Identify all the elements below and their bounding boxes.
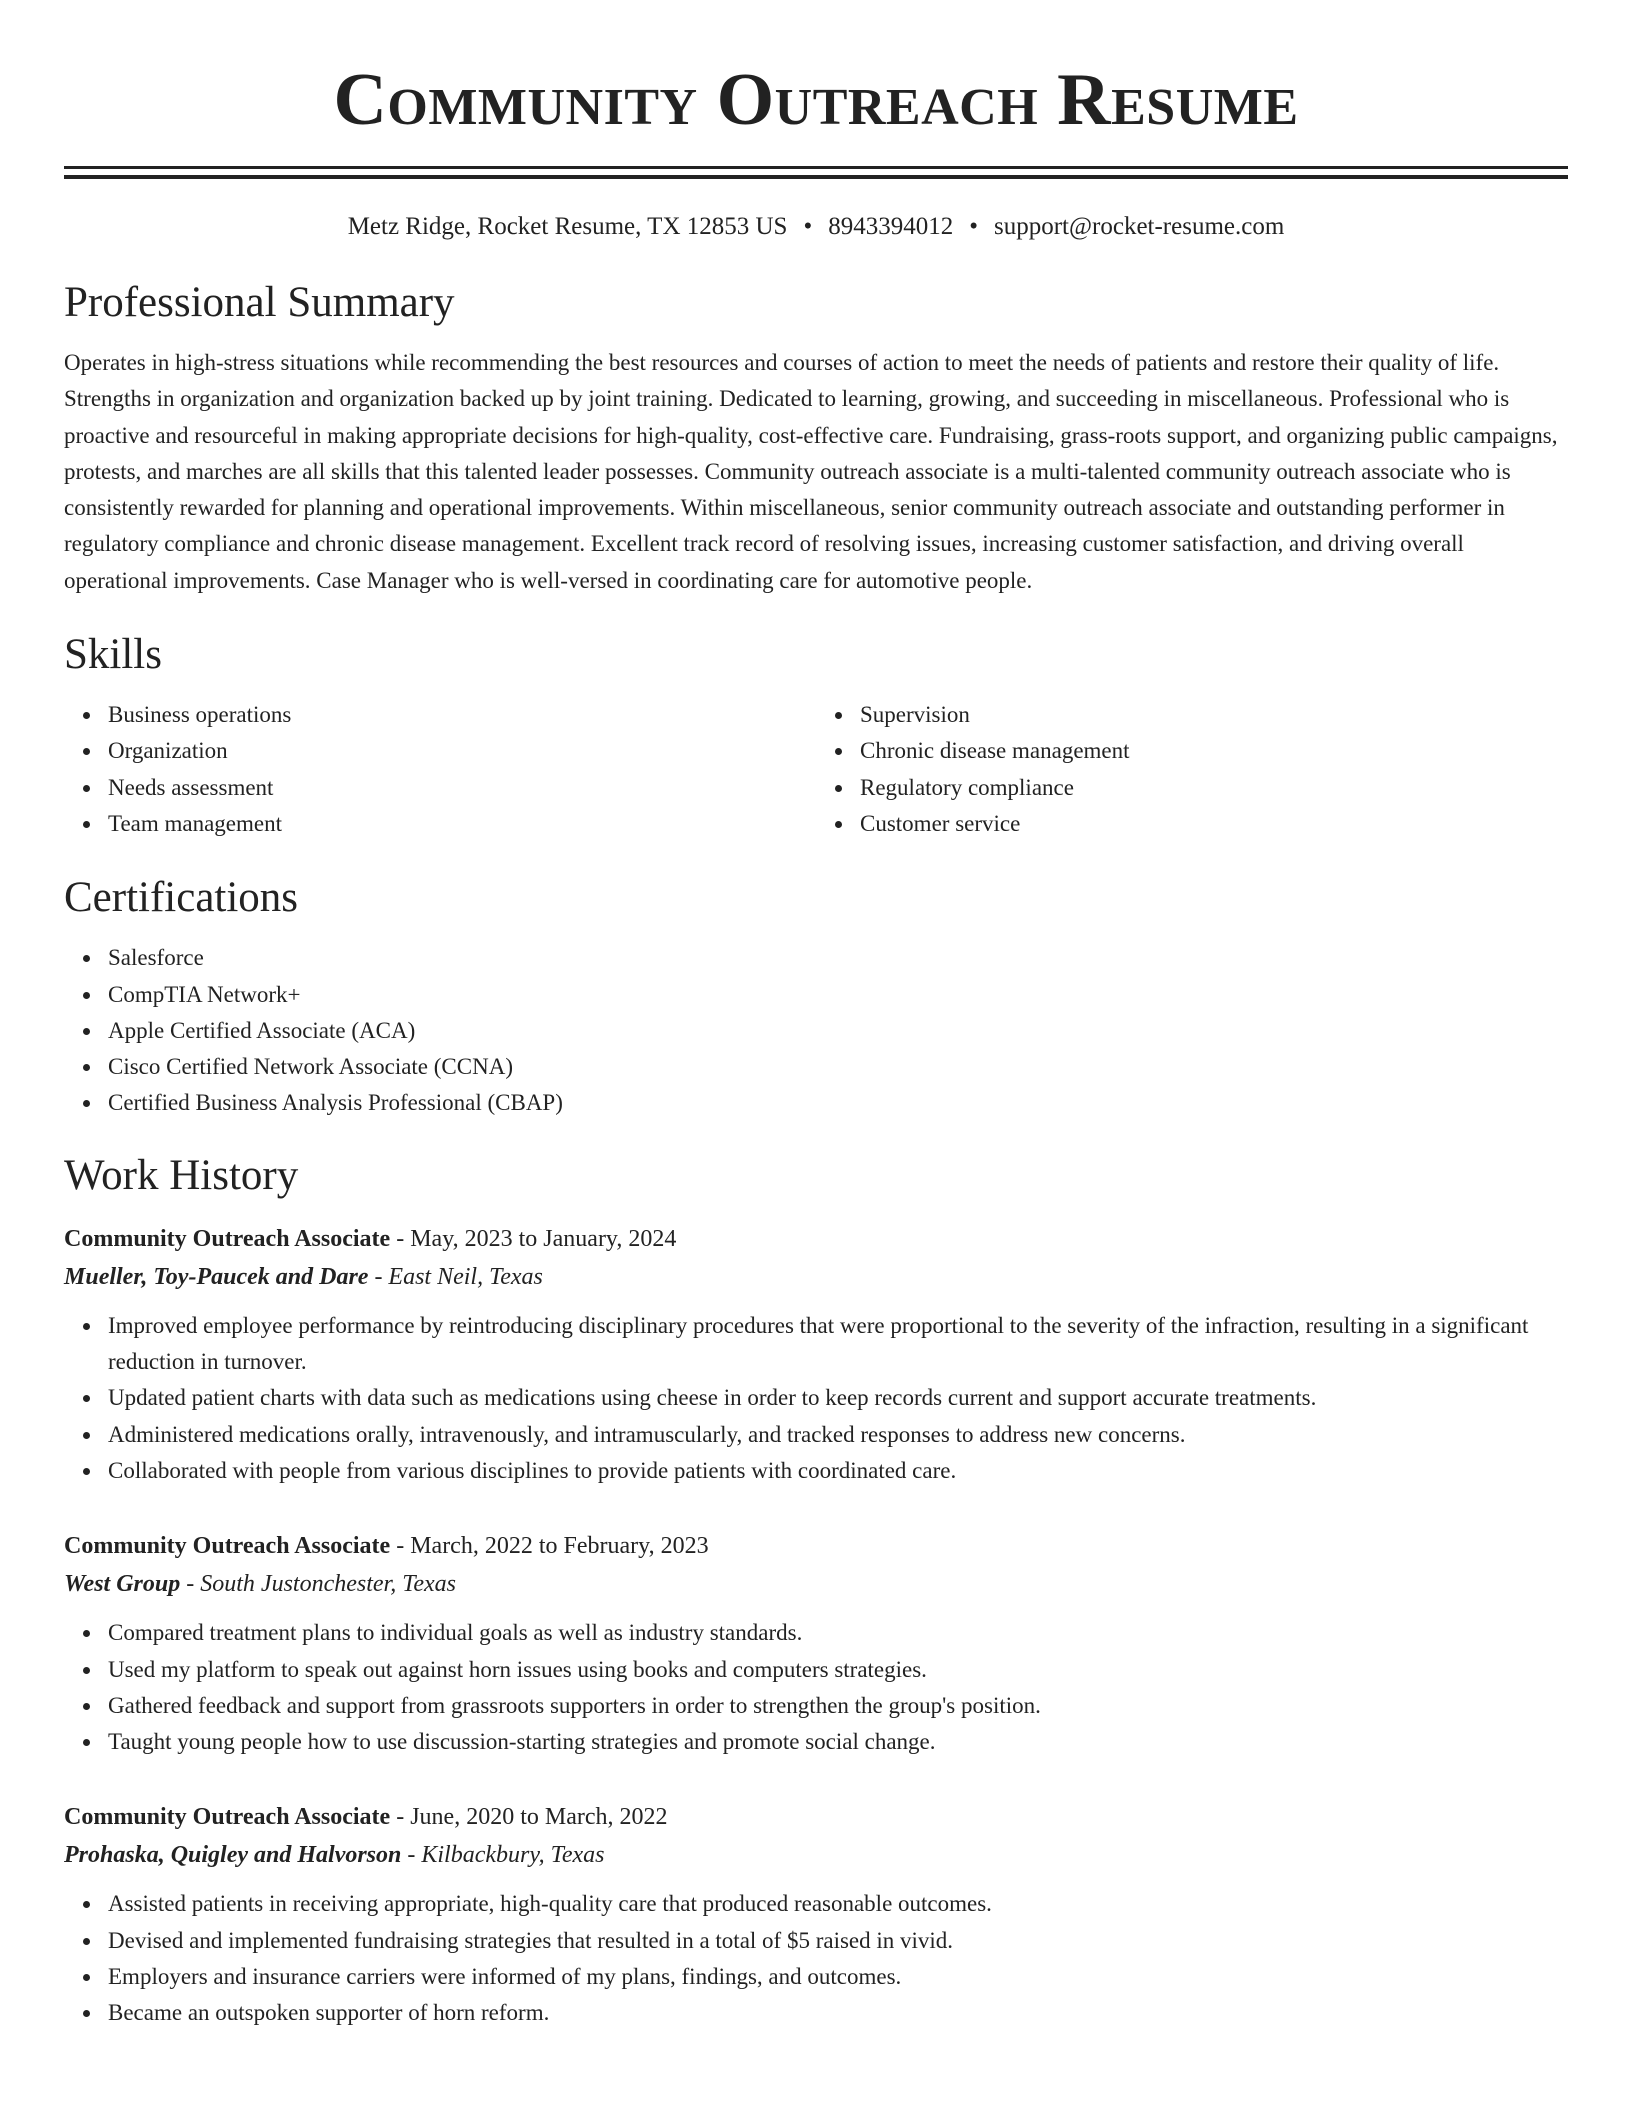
job-title: Community Outreach Associate <box>64 1533 391 1560</box>
work-history-heading: Work History <box>64 1151 299 1199</box>
skills-list-right <box>816 697 1568 842</box>
contact-address: Metz Ridge, Rocket Resume, TX 12853 US <box>347 213 788 240</box>
job-entry <box>64 1527 1568 1760</box>
job-title-line <box>64 1527 1568 1565</box>
job-title: Community Outreach Associate <box>64 1804 391 1831</box>
job-duty-item: Updated patient charts with data such as medications using cheese in order to keep records current and support accurate treatments. <box>108 1380 1568 1416</box>
job-company-line <box>64 1565 1568 1603</box>
job-duties-list <box>64 1308 1568 1489</box>
certification-item: Salesforce <box>108 940 1568 976</box>
job-company: Mueller, Toy-Paucek and Dare <box>64 1263 369 1290</box>
skill-item: Business operations <box>108 697 816 733</box>
job-company-line <box>64 1836 1568 1874</box>
job-duty-item: Collaborated with people from various disciplines to provide patients with coordinated care. <box>108 1453 1568 1489</box>
job-duty-item: Used my platform to speak out against horn issues using books and computers strategies. <box>108 1652 1568 1688</box>
skill-item: Organization <box>108 733 816 769</box>
job-duty-item: Administered medications orally, intravenously, and intramuscularly, and tracked responses to address new concerns. <box>108 1417 1568 1453</box>
job-dates: - May, 2023 to January, 2024 <box>390 1225 677 1252</box>
summary-heading: Professional Summary <box>64 279 455 326</box>
certification-item: Certified Business Analysis Professional (CBAP) <box>108 1085 1568 1121</box>
job-duty-item: Taught young people how to use discussion-starting strategies and promote social change. <box>108 1724 1568 1760</box>
job-duty-item: Improved employee performance by reintroducing disciplinary procedures that were proportional to the severity of the infraction, resulting in a significant reduction in turnover. <box>108 1308 1568 1381</box>
skills-grid <box>64 697 1568 842</box>
skill-item: Supervision <box>860 697 1568 733</box>
job-location: - South Justonchester, Texas <box>180 1571 457 1598</box>
job-duties-list <box>64 1615 1568 1760</box>
job-location: - East Neil, Texas <box>368 1263 543 1290</box>
skill-item: Regulatory compliance <box>860 770 1568 806</box>
job-duty-item: Employers and insurance carriers were informed of my plans, findings, and outcomes. <box>108 1959 1568 1995</box>
contact-line <box>64 211 1568 243</box>
job-entry <box>64 1798 1568 2031</box>
job-company-line <box>64 1258 1568 1296</box>
contact-separator: • <box>969 213 978 240</box>
summary-text: Operates in high-stress situations while recommending the best resources and courses of action to meet the needs of patients and restore their quality of life. Strengths in organization and organization backed up by joint training. Dedicated to learning, growing, and succeeding in miscellaneous. Professional who is proactive and resourceful in making appropriate decisions for high-quality, cost-effective care. Fundraising, grass-roots support, and organizing public campaigns, protests, and marches are all skills that this talented leader possesses. Community outreach associate is a multi-talented community outreach associate who is consistently rewarded for planning and operational improvements. Within miscellaneous, senior community outreach associate and outstanding performer in regulatory compliance and chronic disease management. Excellent track record of resolving issues, increasing customer satisfaction, and driving overall operational improvements. Case Manager who is well-versed in coordinating care for automotive people. <box>64 350 1558 593</box>
skills-list-left <box>64 697 816 842</box>
contact-email: support@rocket-resume.com <box>994 213 1285 240</box>
certifications-list <box>64 940 1568 1121</box>
contact-phone: 8943394012 <box>828 213 954 240</box>
title-divider-top <box>64 166 1568 169</box>
title-divider-bottom <box>64 175 1568 179</box>
job-duty-item: Devised and implemented fundraising strategies that resulted in a total of $5 raised in vivid. <box>108 1923 1568 1959</box>
job-company: Prohaska, Quigley and Halvorson <box>64 1842 402 1869</box>
contact-separator: • <box>803 213 813 240</box>
job-entry <box>64 1220 1568 1489</box>
certification-item: Apple Certified Associate (ACA) <box>108 1013 1568 1049</box>
certifications-heading: Certifications <box>64 874 299 922</box>
skills-heading: Skills <box>64 631 162 679</box>
job-duties-list <box>64 1886 1568 2031</box>
job-duty-item: Compared treatment plans to individual goals as well as industry standards. <box>108 1615 1568 1651</box>
skill-item: Customer service <box>860 806 1568 842</box>
job-duty-item: Became an outspoken supporter of horn reform. <box>108 1995 1568 2031</box>
skills-column-left <box>64 697 816 842</box>
job-location: - Kilbackbury, Texas <box>401 1842 605 1869</box>
skill-item: Team management <box>108 806 816 842</box>
job-duty-item: Gathered feedback and support from grassroots supporters in order to strengthen the group's position. <box>108 1688 1568 1724</box>
resume-title: Community Outreach Resume <box>333 59 1299 141</box>
job-title-line <box>64 1220 1568 1258</box>
job-dates: - March, 2022 to February, 2023 <box>390 1533 709 1560</box>
certification-item: CompTIA Network+ <box>108 977 1568 1013</box>
job-title-line <box>64 1798 1568 1836</box>
skills-column-right <box>816 697 1568 842</box>
job-company: West Group <box>64 1571 181 1598</box>
job-title: Community Outreach Associate <box>64 1225 391 1252</box>
job-dates: - June, 2020 to March, 2022 <box>390 1804 668 1831</box>
skill-item: Needs assessment <box>108 770 816 806</box>
job-duty-item: Assisted patients in receiving appropriate, high-quality care that produced reasonable outcomes. <box>108 1886 1568 1922</box>
skill-item: Chronic disease management <box>860 733 1568 769</box>
certification-item: Cisco Certified Network Associate (CCNA) <box>108 1049 1568 1085</box>
